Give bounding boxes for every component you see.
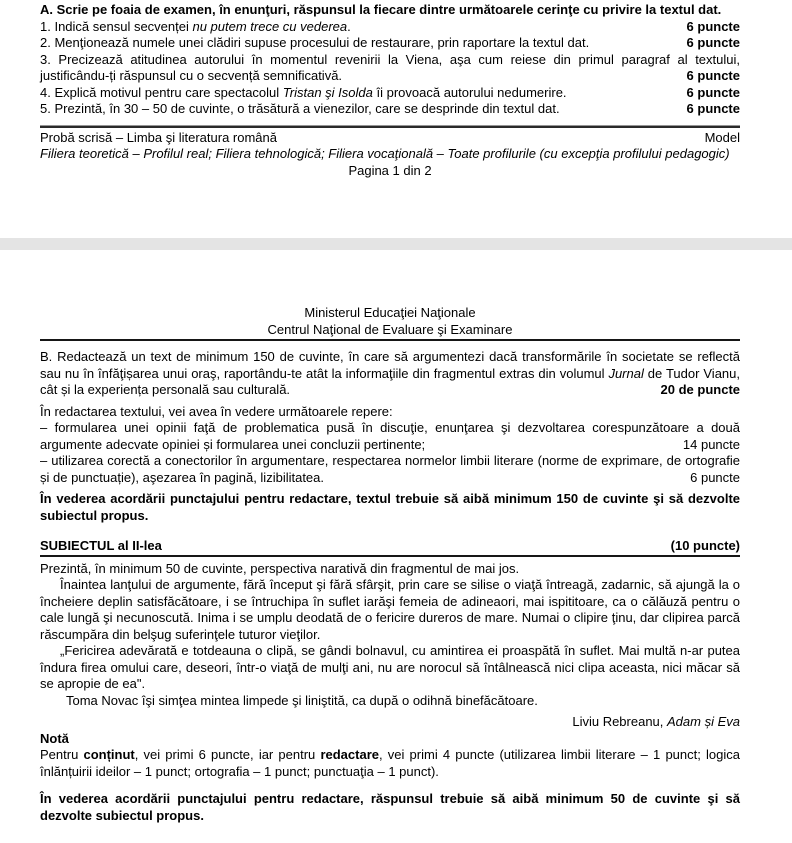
points-badge: 6 puncte bbox=[681, 19, 740, 36]
nota-label: Notă bbox=[40, 730, 69, 746]
page1-footer-row bbox=[40, 130, 740, 147]
subject-2-task: Prezintă, în minimum 50 de cuvinte, perspectiva narativă din fragmentul de mai jos. bbox=[40, 560, 520, 576]
subject-2-points: (10 puncte) bbox=[670, 538, 740, 553]
footer-model: Model bbox=[704, 129, 740, 145]
header-ministry: Ministerul Educaţiei Naţionale bbox=[304, 305, 476, 320]
task-item-1 bbox=[40, 19, 740, 36]
section-b-intro: În redactarea textului, vei avea în vedere următoarele repere: bbox=[40, 403, 393, 419]
section-b-paragraph bbox=[40, 349, 740, 399]
subject-2-heading bbox=[40, 538, 740, 557]
footer-proba: Probă scrisă – Limba şi literatura română bbox=[40, 129, 277, 145]
quote-paragraph-1: Înaintea lanţului de argumente, fără început şi fără sfârşit, prin care se silise o viaţă întreagă, zadarnic, să ajungă la o încheiere deplin satisfăcătoare, i se întruchipa în suflet iarăşi femeia de adineaori, mai ispititoare, ca o călăuză pentru o cale lungă şi necunoscută. Inima i se umplu deodată de o fericire dureros de mare. Numai o clipire ţinu, dar clipirea parcă răscumpăra din belşug suferinţele tuturor vieţilor. bbox=[40, 577, 740, 642]
nota-bold-redactare: redactare bbox=[320, 747, 379, 762]
points-badge: 6 puncte bbox=[684, 470, 740, 487]
footer-filiera: Filiera teoretică – Profilul real; Filiera tehnologică; Filiera vocaţională – Toate profilurile (cu excepţia profilului pedagogic) bbox=[40, 146, 730, 161]
attribution-work-title: Adam și Eva bbox=[667, 714, 740, 729]
task-item-2-text: 2. Menţionează numele unei clădiri supuse procesului de restaurare, prin raportare la textul dat. bbox=[40, 35, 590, 50]
points-badge: 14 puncte bbox=[677, 437, 740, 454]
task-item-5 bbox=[40, 101, 740, 118]
header-rule bbox=[40, 339, 740, 341]
section-a-heading: A. Scrie pe foaia de examen, în enunţuri, răspunsul la fiecare dintre următoarele cerinţe cu privire la textul dat. bbox=[40, 2, 722, 17]
nota-paragraph: Pentru conținut, vei primi 6 puncte, iar pentru redactare, vei primi 4 puncte (utilizarea limbii literare – 1 punct; logica înlănțuirii ideilor – 1 punct; ortografia – 1 punct; punctuaţia – 1 punct). bbox=[40, 747, 740, 779]
footer-rule bbox=[40, 125, 740, 128]
footer-page-number: Pagina 1 din 2 bbox=[348, 162, 432, 178]
italic-title: Tristan şi Isolda bbox=[282, 84, 373, 100]
points-badge: 20 de puncte bbox=[655, 382, 740, 399]
task-item-3-text: 3. Precizează atitudinea autorului în momentul revenirii la Viena, aşa cum reiese din primul paragraf al textului, justificându-ți răspunsul cu o secvență semnificativă. bbox=[40, 51, 740, 83]
quote-paragraph-3: Toma Novac îşi simţea mintea limpede şi liniştită, ca după o odihnă binefăcătoare. bbox=[66, 692, 538, 708]
reper-item-2 bbox=[40, 453, 740, 486]
reper-item-1-text: – formularea unei opinii faţă de problematica pusă în discuţie, enunţarea şi dezvoltarea corespunzătoare a două argumente adecvate opiniei și formularea unei concluzii pertinente; bbox=[40, 420, 740, 452]
task-item-5-text: 5. Prezintă, în 30 – 50 de cuvinte, o trăsătură a vienezilor, care se desprinde din textul dat. bbox=[40, 101, 560, 116]
quote-paragraph-2: „Fericirea adevărată e totdeauna o clipă, se gândi bolnavul, cu amintirea ei proaspătă în suflet. Mai multă n-ar putea îndura firea omului care, deseori, într-o viaţă de mulţi ani, nu are norocul să întâlnească nici clipa aceasta, nici măcar să se apropie de ea". bbox=[40, 643, 740, 691]
task-item-2 bbox=[40, 35, 740, 52]
subject-2-title: SUBIECTUL al II-lea bbox=[40, 538, 162, 553]
page1-bottom-fragment bbox=[40, 2, 740, 179]
page-separator bbox=[0, 238, 792, 250]
italic-quote: nu putem trece cu vederea bbox=[192, 18, 348, 34]
attribution bbox=[40, 714, 740, 731]
final-note: În vederea acordării punctajului pentru redactare, răspunsul trebuie să aibă minimum 50 de cuvinte şi să dezvolte subiectul propus. bbox=[40, 791, 740, 823]
task-item-3 bbox=[40, 52, 740, 85]
page2-top-fragment bbox=[40, 305, 740, 824]
header-center: Centrul Naţional de Evaluare şi Examinare bbox=[267, 321, 513, 337]
points-badge: 6 puncte bbox=[681, 85, 740, 102]
redactare-note: În vederea acordării punctajului pentru redactare, textul trebuie să aibă minimum 150 de cuvinte şi să dezvolte subiectul propus. bbox=[40, 491, 740, 523]
section-b-text: B. Redactează un text de minimum 150 de cuvinte, în care să argumentezi dacă transformările în societate se reflectă sau nu în înfăţișarea unui oraş, raportându-te atât la informaţiile din fragmentul extras din volumul Jurnal de Tudor Vianu, cât și la experiența personală sau culturală. bbox=[40, 349, 740, 397]
task-item-1-text: 1. Indică sensul secvenței nu putem trece cu vederea. bbox=[40, 18, 351, 34]
task-item-4 bbox=[40, 85, 740, 102]
points-badge: 6 puncte bbox=[681, 68, 740, 85]
task-item-4-text: 4. Explică motivul pentru care spectacolul Tristan şi Isolda îi provoacă autorului nedumerire. bbox=[40, 84, 567, 100]
nota-bold-continut: conținut bbox=[83, 747, 135, 762]
points-badge: 6 puncte bbox=[681, 35, 740, 52]
italic-volume-title: Jurnal bbox=[608, 365, 644, 381]
reper-item-1 bbox=[40, 420, 740, 453]
reper-item-2-text: – utilizarea corectă a conectorilor în argumentare, respectarea normelor limbii literare (norme de exprimare, de ortografie și de punctuație), aşezarea în pagină, lizibilitatea. bbox=[40, 453, 740, 485]
points-badge: 6 puncte bbox=[681, 101, 740, 118]
attribution-author: Liviu Rebreanu, bbox=[572, 714, 668, 729]
